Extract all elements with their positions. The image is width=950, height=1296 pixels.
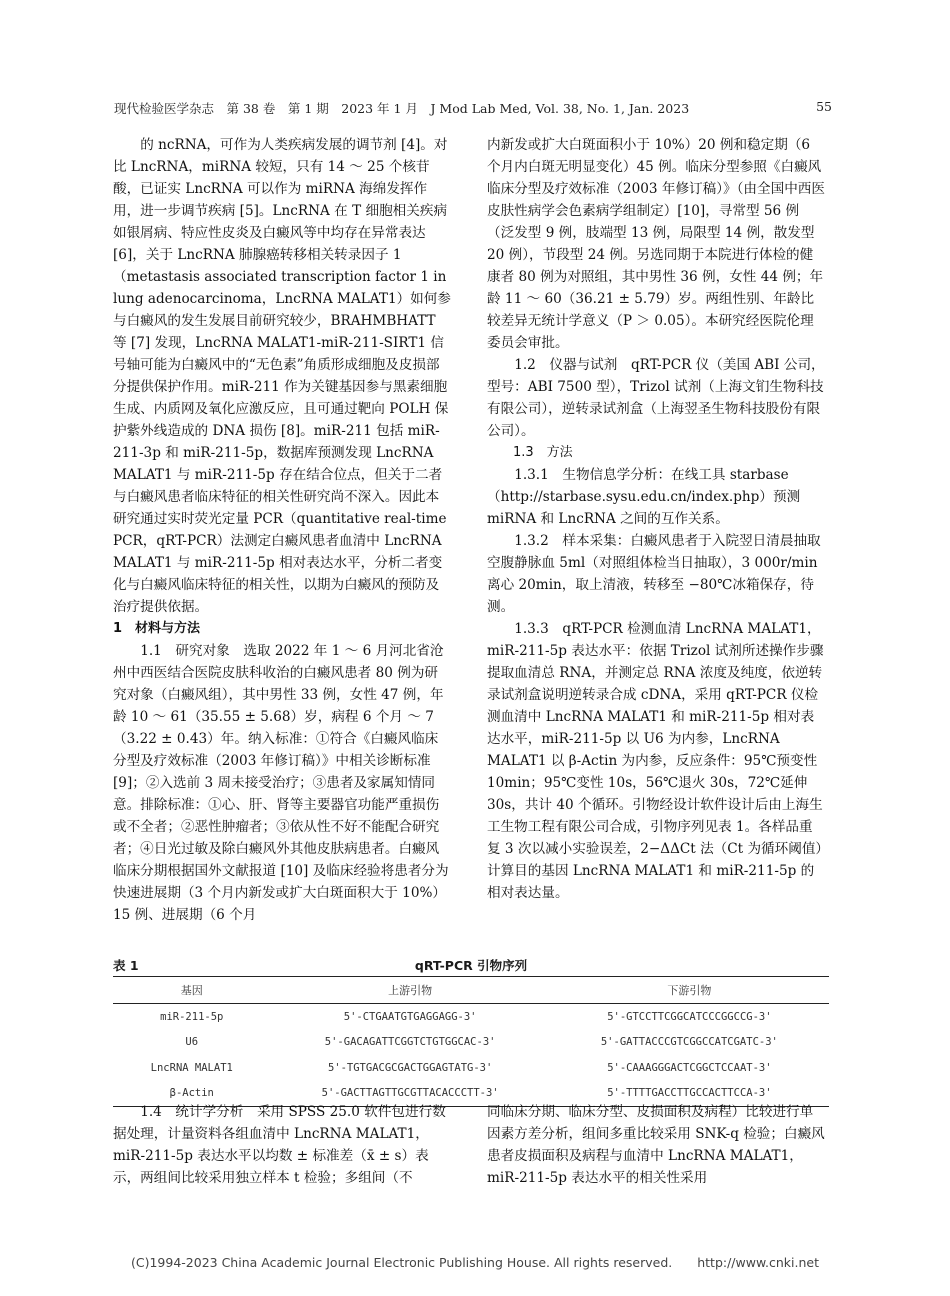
gene-cell: β-Actin bbox=[113, 1081, 271, 1107]
reverse-primer-cell: 5'-TTTTGACCTTGCCACTTCCA-3' bbox=[550, 1081, 829, 1107]
reverse-primer-cell: 5'-GATTACCCGTCGGCCATCGATC-3' bbox=[600, 1036, 778, 1049]
right-column-bottom bbox=[487, 1101, 825, 1189]
forward-primer-cell: 5'-TGTGACGCGACTGGAGTATG-3' bbox=[327, 1061, 493, 1074]
left-column-bottom bbox=[113, 1101, 451, 1189]
reverse-primer-cell: 5'-GTCCTTCGGCATCCCGGCCG-3' bbox=[607, 1010, 772, 1023]
right-column bbox=[487, 134, 825, 904]
statistics-continued-paragraph: 同临床分期、临床分型、皮损面积及病程）比较进行单因素方差分析，组间多重比较采用 SNK-q 检验；白癜风患者皮损面积及病程与血清中 LncRNA MALAT1，miR-211-5p 表达水平的相关性采用 bbox=[487, 1104, 825, 1186]
forward-primer-cell: 5'-GACAGATTCGGTCTGTGGCAC-3' bbox=[324, 1036, 496, 1049]
sample-collection-paragraph: 1.3.2 样本采集：白癜风患者于入院翌日清晨抽取空腹静脉血 5ml（对照组体检当日抽取），3 000r/min 离心 20min，取上清液，转移至 −80℃冰箱保存，待测。 bbox=[487, 533, 821, 615]
table-caption bbox=[113, 956, 829, 976]
gene-cell: U6 bbox=[185, 1036, 199, 1049]
subjects-continued-paragraph: 内新发或扩大白斑面积小于 10%）20 例和稳定期（6 个月内白斑无明显变化）45 例。临床分型参照《白癜风临床分型及疗效标准（2003 年修订稿）》（由全国中西医皮肤性病学会色素病学组制定）[10]，寻常型 56 例（泛发型 9 例，肢端型 13 例，局限型 14 例，散发型 20 例），节段型 24 例。另选同期于本院进行体检的健康者 80 例为对照组，其中男性 36 例，女性 44 例；年龄 11 ～ 60（36.21 ± 5.79）岁。两组性别、年龄比较差异无统计学意义（P ＞ 0.05）。本研究经医院伦理委员会审批。 bbox=[487, 137, 825, 351]
table-title: qRT-PCR 引物序列 bbox=[414, 958, 528, 973]
bioinformatics-paragraph: 1.3.1 生物信息学分析：在线工具 starbase（http://starbase.sysu.edu.cn/index.php）预测 miRNA 和 LncRNA 之间的互作关系。 bbox=[487, 467, 801, 527]
table-1 bbox=[113, 956, 829, 1107]
methods-heading: 1.3 方法 bbox=[513, 445, 573, 460]
primer-table bbox=[113, 976, 829, 1107]
table-row bbox=[113, 1030, 829, 1056]
forward-primer-cell: 5'-CTGAATGTGAGGAGG-3' bbox=[343, 1010, 477, 1023]
reverse-primer-cell: 5'-CAAAGGGACTCGGCTCCAAT-3' bbox=[607, 1061, 772, 1074]
page-number: 55 bbox=[816, 99, 832, 114]
table-number: 表 1 bbox=[113, 958, 139, 973]
subjects-paragraph: 1.1 研究对象 选取 2022 年 1 ～ 6 月河北省沧州中西医结合医院皮肤科收治的白癜风患者 80 例为研究对象（白癜风组），其中男性 33 例，女性 47 例，年龄 10 ～ 61（35.55 ± 5.68）岁，病程 6 个月 ～ 7（3.22 ± 0.43）年。纳入标准：①符合《白癜风临床分型及疗效标准（2003 年修订稿）》中相关诊断标准 [9]；②入选前 3 周未接受治疗；③患者及家属知情同意。排除标准：①心、肝、肾等主要器官功能严重损伤或不全者；②恶性肿瘤者；③依从性不好不能配合研究者；④日光过敏及除白癜风外其他皮肤病患者。白癜风临床分期根据国外文献报道 [10] 及临床经验将患者分为快速进展期（3 个月内新发或扩大白斑面积大于 10%）15 例、进展期（6 个月 bbox=[113, 643, 449, 923]
intro-paragraph: 的 ncRNA，可作为人类疾病发展的调节剂 [4]。对比 LncRNA，miRNA 较短，只有 14 ～ 25 个核苷酸，已证实 LncRNA 可以作为 miRNA 海绵发挥作用，进一步调节疾病 [5]。LncRNA 在 T 细胞相关疾病如银屑病、特应性皮炎及白癜风等中均存在异常表达 [6]，关于 LncRNA 肺腺癌转移相关转录因子 1（metastasis associated transcription factor 1 in lung adenocarcinoma，LncRNA MALAT1）如何参与白癜风的发生发展目前研究较少，BRAHMBHATT 等 [7] 发现，LncRNA MALAT1-miR-211-SIRT1 信号轴可能为白癜风中的“无色素”角质形成细胞及皮损部分提供保护作用。miR-211 作为关键基因参与黑素细胞生成、内质网及氧化应激反应，且可通过靶向 POLH 保护紫外线造成的 DNA 损伤 [8]。miR-211 包括 miR-211-3p 和 miR-211-5p，数据库预测发现 LncRNA MALAT1 与 miR-211-5p 存在结合位点，但关于二者与白癜风患者临床特征的相关性研究尚不深入。因此本研究通过实时荧光定量 PCR（quantitative real-time PCR，qRT-PCR）法测定白癜风患者血清中 LncRNA MALAT1 与 miR-211-5p 相对表达水平，分析二者变化与白癜风临床特征的相关性，以期为白癜风的预防及治疗提供依据。 bbox=[113, 137, 451, 615]
header-reverse-primer: 下游引物 bbox=[550, 977, 829, 1004]
table-row bbox=[113, 1004, 829, 1030]
running-header bbox=[114, 99, 832, 119]
journal-info: 现代检验医学杂志 第 38 卷 第 1 期 2023 年 1 月 J Mod Lab Med, Vol. 38, No. 1, Jan. 2023 bbox=[114, 101, 690, 116]
statistics-paragraph: 1.4 统计学分析 采用 SPSS 25.0 软件包进行数据处理，计量资料各组血清中 LncRNA MALAT1，miR-211-5p 表达水平以均数 ± 标准差（x̄ ± s）表示，两组间比较采用独立样本 t 检验；多组间（不 bbox=[113, 1104, 446, 1186]
forward-primer-cell: 5'-GACTTAGTTGCGTTACACCCTT-3' bbox=[271, 1081, 550, 1107]
copyright-footer: (C)1994-2023 China Academic Journal Electronic Publishing House. All rights reserved. http://www.cnki.net bbox=[130, 1255, 820, 1270]
qrt-pcr-paragraph: 1.3.3 qRT-PCR 检测血清 LncRNA MALAT1，miR-211-5p 表达水平：依据 Trizol 试剂所述操作步骤提取血清总 RNA，并测定总 RNA 浓度及纯度，依逆转录试剂盒说明逆转录合成 cDNA，采用 qRT-PCR 仪检测血清中 LncRNA MALAT1 和 miR-211-5p 相对表达水平，miR-211-5p 以 U6 为内参，LncRNA MALAT1 以 β-Actin 为内参，反应条件：95℃预变性 10min；95℃变性 10s，56℃退火 30s，72℃延伸 30s，共计 40 个循环。引物经设计软件设计后由上海生工生物工程有限公司合成，引物序列见表 1。各样品重复 3 次以减小实验误差，2−ΔΔCt 法（Ct 为循环阈值）计算目的基因 LncRNA MALAT1 和 miR-211-5p 的相对表达量。 bbox=[487, 621, 824, 901]
gene-cell: LncRNA MALAT1 bbox=[150, 1061, 233, 1074]
instruments-paragraph: 1.2 仪器与试剂 qRT-PCR 仪（美国 ABI 公司，型号：ABI 7500 型），Trizol 试剂（上海文钔生物科技有限公司），逆转录试剂盒（上海翌圣生物科技股份有限公司）。 bbox=[487, 357, 825, 439]
table-header-row bbox=[113, 977, 829, 1004]
header-gene: 基因 bbox=[113, 977, 271, 1004]
section-heading-materials-methods: 1 材料与方法 bbox=[113, 621, 201, 636]
left-column bbox=[113, 134, 451, 926]
gene-cell: miR-211-5p bbox=[160, 1010, 224, 1023]
header-forward-primer: 上游引物 bbox=[271, 977, 550, 1004]
table-row bbox=[113, 1055, 829, 1081]
